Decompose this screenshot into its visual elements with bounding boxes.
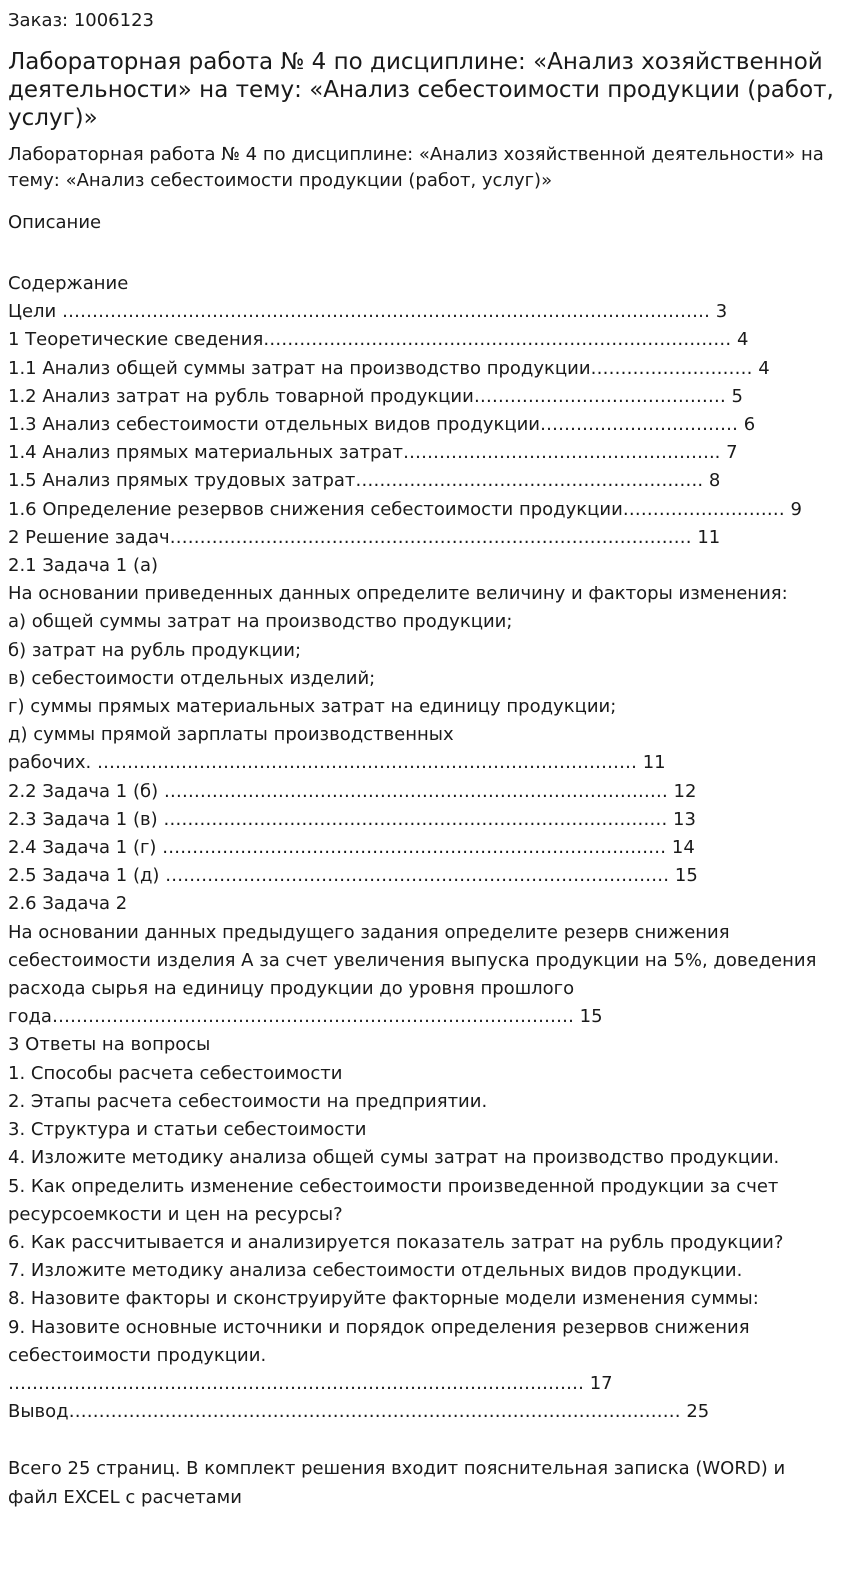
toc-line: 1.6 Определение резервов снижения себестоимости продукции……………………… 9 <box>8 498 802 520</box>
toc-line: 2 Решение задач…………………………………………………………………………… 11 <box>8 526 721 548</box>
toc-line: г) суммы прямых материальных затрат на единицу продукции; <box>8 696 617 718</box>
toc-line: б) затрат на рубль продукции; <box>8 639 302 661</box>
toc-line: 2. Этапы расчета себестоимости на предприятии. <box>8 1090 488 1112</box>
toc-line: 2.2 Задача 1 (б) ………………………………………………………………………… 12 <box>8 780 697 802</box>
toc-line: 5. Как определить изменение себестоимости произведенной продукции за счет ресурсоемкости и цен на ресурсы? <box>8 1175 785 1225</box>
toc-line: 1 Теоретические сведения…………………………………………………………………… 4 <box>8 329 749 351</box>
toc-line: 1.4 Анализ прямых материальных затрат…………………………………………….. 7 <box>8 442 738 464</box>
toc-line: 1.1 Анализ общей суммы затрат на производство продукции……………………… 4 <box>8 357 770 379</box>
toc-line: 2.5 Задача 1 (д) ………………………………………………………………………… 15 <box>8 865 698 887</box>
toc-line: 6. Как рассчитывается и анализируется показатель затрат на рубль продукции? <box>8 1231 784 1253</box>
toc-line: 3. Структура и статьи себестоимости <box>8 1119 367 1141</box>
toc-line: 9. Назовите основные источники и порядок определения резервов снижения себестоимости продукции. <box>8 1316 756 1366</box>
toc-line: 4. Изложите методику анализа общей сумы затрат на производство продукции. <box>8 1147 780 1169</box>
toc-line: а) общей суммы затрат на производство продукции; <box>8 611 513 633</box>
toc-line: рабочих. ……………………………………………………………………………… 11 <box>8 752 666 774</box>
page-title: Лабораторная работа № 4 по дисциплине: «Анализ хозяйственной деятельности» на тему: «Анализ себестоимости продукции (работ, услуг)» <box>8 49 834 131</box>
toc-line: 2.1 Задача 1 (а) <box>8 555 159 577</box>
order-number: Заказ: 1006123 <box>8 10 154 31</box>
toc-line: д) суммы прямой зарплаты производственных <box>8 724 454 746</box>
table-of-contents <box>8 270 839 1426</box>
toc-line: Вывод………………………………………………………………………………………… 25 <box>8 1401 710 1423</box>
toc-line: 7. Изложите методику анализа себестоимости отдельных видов продукции. <box>8 1260 743 1282</box>
toc-line: …………………………………………………………………………………… 17 <box>8 1372 613 1394</box>
toc-line: На основании приведенных данных определите величину и факторы изменения: <box>8 583 788 605</box>
footer-note: Всего 25 страниц. В комплект решения входит пояснительная записка (WORD) и файл EXCEL с расчетами <box>8 1458 786 1509</box>
toc-line: 1.5 Анализ прямых трудовых затрат…………………………………………………. 8 <box>8 470 721 492</box>
spacer <box>8 1426 839 1454</box>
toc-heading: Содержание <box>8 273 129 294</box>
toc-line: 8. Назовите факторы и сконструируйте факторные модели изменения суммы: <box>8 1288 759 1310</box>
toc-line: 2.3 Задача 1 (в) ………………………………………………………………………… 13 <box>8 808 696 830</box>
toc-line: 1.2 Анализ затрат на рубль товарной продукции…………………………………… 5 <box>8 385 744 407</box>
toc-line: в) себестоимости отдельных изделий; <box>8 667 376 689</box>
toc-line: 1. Способы расчета себестоимости <box>8 1062 343 1084</box>
toc-line: 2.4 Задача 1 (г) ………………………………………………………………………… 14 <box>8 837 695 859</box>
description-label: Описание <box>8 212 102 233</box>
toc-line: Цели ……………………………………………………………………………………………… 3 <box>8 301 728 323</box>
toc-line: 3 Ответы на вопросы <box>8 1034 211 1056</box>
page-subtitle: Лабораторная работа № 4 по дисциплине: «Анализ хозяйственной деятельности» на тему: «Анализ себестоимости продукции (работ, услуг)» <box>8 144 824 191</box>
toc-line: 1.3 Анализ себестоимости отдельных видов продукции…………………………… 6 <box>8 414 756 436</box>
toc-line: На основании данных предыдущего задания определите резерв снижения себестоимости изделия А за счет увеличения выпуска продукции на 5%, доведения расхода сырья на единицу продукции до уровня прошлого года…………………………………………………………………………… 15 <box>8 921 823 1028</box>
toc-line: 2.6 Задача 2 <box>8 893 128 915</box>
